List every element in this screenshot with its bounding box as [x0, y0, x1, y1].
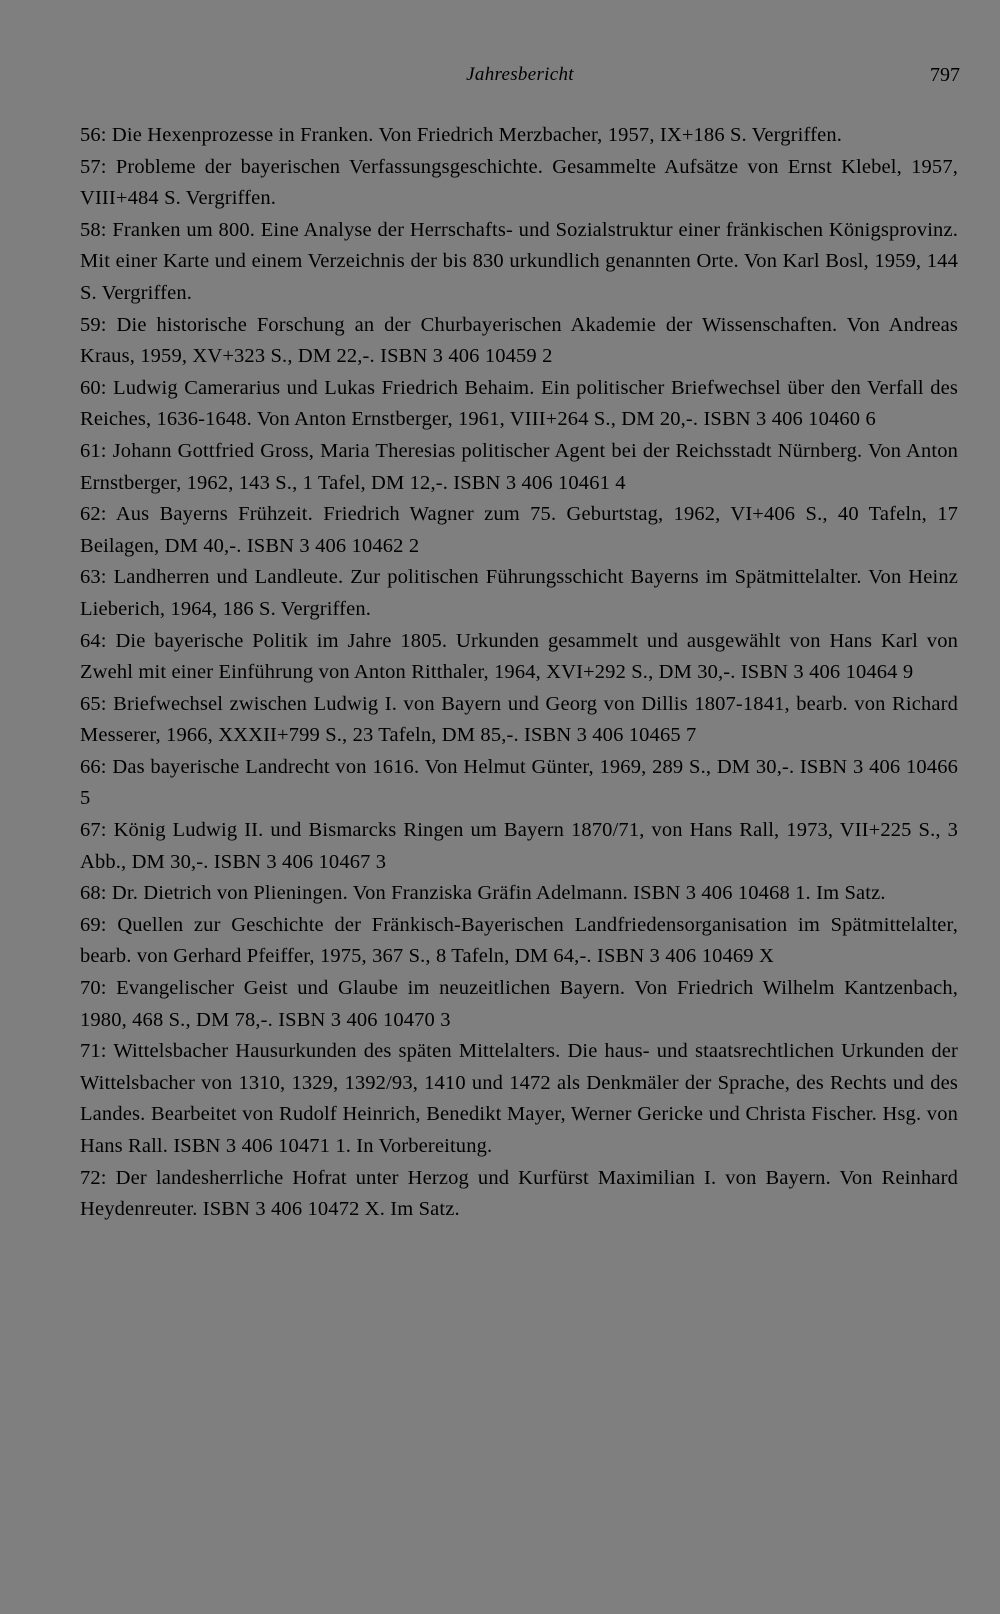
- list-item: 66: Das bayerische Landrecht von 1616. Von Helmut Günter, 1969, 289 S., DM 30,-. ISBN 3 406 10466 5: [80, 755, 958, 810]
- list-item: 69: Quellen zur Geschichte der Fränkisch-Bayerischen Landfriedensorganisation im Spätmittelalter, bearb. von Gerhard Pfeiffer, 1975, 367 S., 8 Tafeln, DM 64,-. ISBN 3 406 10469 X: [80, 913, 958, 968]
- list-item: 61: Johann Gottfried Gross, Maria Theresias politischer Agent bei der Reichsstadt Nürnberg. Von Anton Ernstberger, 1962, 143 S., 1 Tafel, DM 12,-. ISBN 3 406 10461 4: [80, 439, 958, 494]
- list-item: 65: Briefwechsel zwischen Ludwig I. von Bayern und Georg von Dillis 1807-1841, bearb. von Richard Messerer, 1966, XXXII+799 S., 23 Tafeln, DM 85,-. ISBN 3 406 10465 7: [80, 692, 958, 747]
- list-item: 56: Die Hexenprozesse in Franken. Von Friedrich Merzbacher, 1957, IX+186 S. Vergriffen.: [80, 124, 843, 146]
- list-item: 70: Evangelischer Geist und Glaube im neuzeitlichen Bayern. Von Friedrich Wilhelm Kantzenbach, 1980, 468 S., DM 78,-. ISBN 3 406 10470 3: [80, 977, 958, 1031]
- list-item: 64: Die bayerische Politik im Jahre 1805. Urkunden gesammelt und ausgewählt von Hans Karl von Zwehl mit einer Einführung von Anton Ritthaler, 1964, XVI+292 S., DM 30,-. ISBN 3 406 10464 9: [80, 629, 958, 684]
- list-item: 67: König Ludwig II. und Bismarcks Ringen um Bayern 1870/71, von Hans Rall, 1973, VII+225 S., 3 Abb., DM 30,-. ISBN 3 406 10467 3: [80, 819, 958, 873]
- list-item: 71: Wittelsbacher Hausurkunden des späten Mittelalters. Die haus- und staatsrechtlichen Urkunden der Wittelsbacher von 1310, 1329, 1392/93, 1410 und 1472 als Denkmäler der Sprache, des Rechts und des Landes. Bearbeitet von Rudolf Heinrich, Benedikt Mayer, Werner Gericke und Christa Fischer. Hsg. von Hans Rall. ISBN 3 406 10471 1. In Vorbereitung.: [80, 1040, 958, 1157]
- list-item: 59: Die historische Forschung an der Churbayerischen Akademie der Wissenschaften. Von Andreas Kraus, 1959, XV+323 S., DM 22,-. ISBN 3 406 10459 2: [80, 313, 958, 368]
- list-item: 58: Franken um 800. Eine Analyse der Herrschafts- und Sozialstruktur einer fränkischen Königsprovinz. Mit einer Karte und einem Verzeichnis der bis 830 urkundlich genannten Orte. Von Karl Bosl, 1959, 144 S. Vergriffen.: [80, 218, 958, 304]
- list-item: 62: Aus Bayerns Frühzeit. Friedrich Wagner zum 75. Geburtstag, 1962, VI+406 S., 40 Tafeln, 17 Beilagen, DM 40,-. ISBN 3 406 10462 2: [80, 503, 958, 557]
- running-title: Jahresbericht: [466, 64, 574, 85]
- publication-list: [80, 120, 958, 1226]
- running-header: [80, 60, 960, 90]
- list-item: 57: Probleme der bayerischen Verfassungsgeschichte. Gesammelte Aufsätze von Ernst Klebel, 1957, VIII+484 S. Vergriffen.: [80, 155, 958, 210]
- list-item: 63: Landherren und Landleute. Zur politischen Führungsschicht Bayerns im Spätmittelalter. Von Heinz Lieberich, 1964, 186 S. Vergriffen.: [80, 566, 958, 620]
- list-item: 72: Der landesherrliche Hofrat unter Herzog und Kurfürst Maximilian I. von Bayern. Von Reinhard Heydenreuter. ISBN 3 406 10472 X. Im Satz.: [80, 1166, 958, 1221]
- list-item: 68: Dr. Dietrich von Plieningen. Von Franziska Gräfin Adelmann. ISBN 3 406 10468 1. Im Satz.: [80, 882, 886, 905]
- list-item: 60: Ludwig Camerarius und Lukas Friedrich Behaim. Ein politischer Briefwechsel über den Verfall des Reiches, 1636-1648. Von Anton Ernstberger, 1961, VIII+264 S., DM 20,-. ISBN 3 406 10460 6: [80, 376, 958, 431]
- page-number: 797: [930, 64, 960, 86]
